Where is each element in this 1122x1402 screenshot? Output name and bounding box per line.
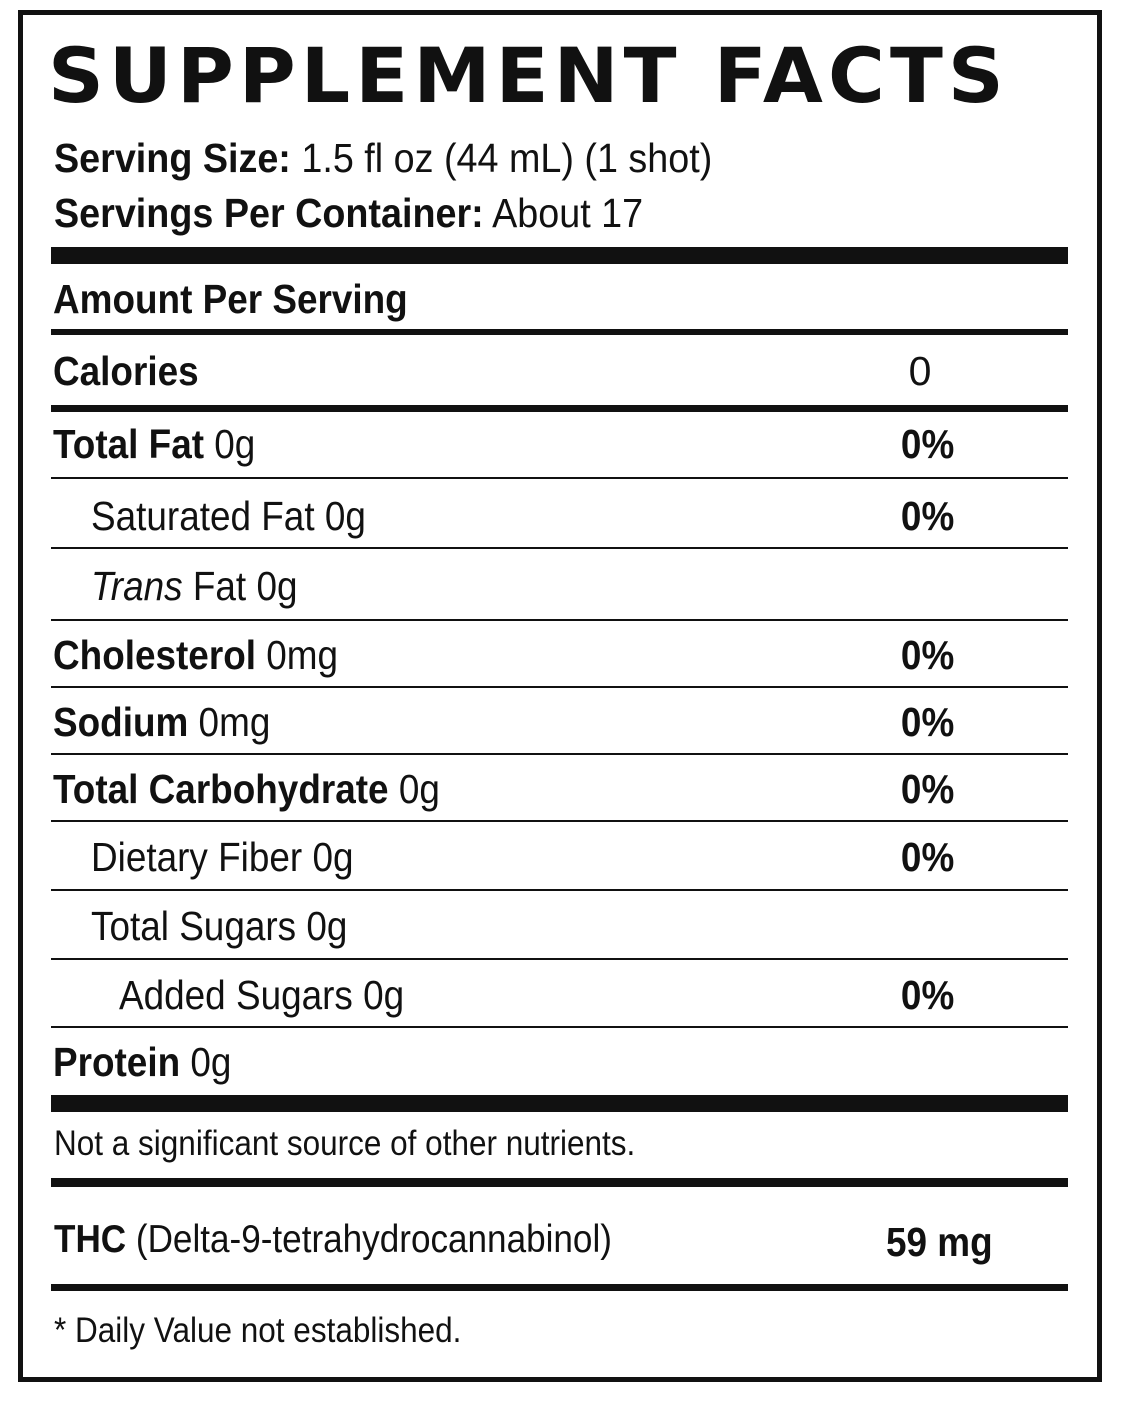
calories-row: [51, 340, 1068, 402]
nutrient-row: [51, 413, 1068, 475]
nutrient-amount: 0g: [190, 1039, 232, 1085]
calories-label: Calories: [53, 348, 199, 394]
nutrient-name-italic: Trans: [91, 563, 183, 609]
nutrient-name: Dietary Fiber: [91, 834, 303, 880]
nutrient-name: Added Sugars: [119, 972, 353, 1018]
thin-divider: [51, 686, 1068, 688]
nutrient-amount: 0g: [324, 493, 366, 539]
nutrient-row: [51, 826, 1068, 888]
medium-divider: [51, 1178, 1068, 1187]
nutrient-row: [51, 485, 1068, 547]
nutrient-name: Protein: [53, 1039, 181, 1085]
calories-value: 0: [908, 348, 932, 394]
daily-value: 0%: [900, 632, 954, 678]
footnote: * Daily Value not established.: [54, 1311, 462, 1350]
serving-size-label: Serving Size:: [54, 135, 291, 181]
thin-divider: [51, 1026, 1068, 1028]
amount-per-serving-heading: Amount Per Serving: [53, 276, 408, 322]
medium-divider: [51, 1284, 1068, 1291]
nutrient-amount: 0g: [312, 834, 354, 880]
amount-per-serving-row: [51, 268, 1068, 330]
nutrient-amount: 0g: [363, 972, 405, 1018]
servings-per-container-value: About 17: [492, 190, 644, 236]
nutrient-row: [51, 758, 1068, 820]
nutrient-row: [51, 555, 1068, 617]
daily-value: 0%: [900, 421, 954, 467]
nutrient-name: Cholesterol: [53, 632, 256, 678]
thin-divider: [51, 958, 1068, 960]
daily-value: 0%: [900, 493, 954, 539]
thin-divider: [51, 820, 1068, 822]
serving-size: [54, 133, 712, 183]
nutrient-amount: 0mg: [198, 699, 271, 745]
panel-title: SUPPLEMENT FACTS: [48, 31, 1009, 120]
thc-amount: 59 mg: [886, 1219, 993, 1265]
thin-divider: [51, 753, 1068, 755]
nutrient-name: Total Carbohydrate: [53, 766, 389, 812]
nutrient-name: Total Fat: [53, 421, 205, 467]
serving-size-value: 1.5 fl oz (44 mL) (1 shot): [301, 135, 713, 181]
nutrient-amount: 0g: [306, 903, 348, 949]
nutrient-name: Fat: [192, 563, 247, 609]
medium-divider: [51, 329, 1068, 335]
nutrient-row: [51, 691, 1068, 753]
medium-divider: [51, 405, 1068, 412]
servings-per-container: [54, 188, 643, 238]
not-significant-note: Not a significant source of other nutrients.: [54, 1124, 636, 1163]
thin-divider: [51, 619, 1068, 621]
daily-value: 0%: [900, 766, 954, 812]
thin-divider: [51, 547, 1068, 549]
thc-row: [54, 1214, 612, 1266]
thc-description: (Delta-9-tetrahydrocannabinol): [135, 1218, 612, 1261]
nutrient-row: [51, 895, 1068, 957]
nutrient-amount: 0mg: [266, 632, 339, 678]
nutrient-row: [51, 964, 1068, 1026]
nutrient-name: Saturated Fat: [91, 493, 315, 539]
nutrient-name: Total Sugars: [91, 903, 297, 949]
thick-divider: [51, 247, 1068, 264]
thin-divider: [51, 889, 1068, 891]
thc-name: THC: [54, 1218, 127, 1261]
servings-per-container-label: Servings Per Container:: [54, 190, 484, 236]
thick-divider: [51, 1095, 1068, 1112]
nutrient-row: [51, 1031, 1068, 1093]
nutrient-amount: 0g: [398, 766, 440, 812]
daily-value: 0%: [900, 834, 954, 880]
nutrient-row: [51, 624, 1068, 686]
daily-value: 0%: [900, 972, 954, 1018]
nutrient-amount: 0g: [214, 421, 256, 467]
nutrient-name: Sodium: [53, 699, 189, 745]
thin-divider: [51, 477, 1068, 479]
nutrient-amount: 0g: [256, 563, 298, 609]
daily-value: 0%: [900, 699, 954, 745]
